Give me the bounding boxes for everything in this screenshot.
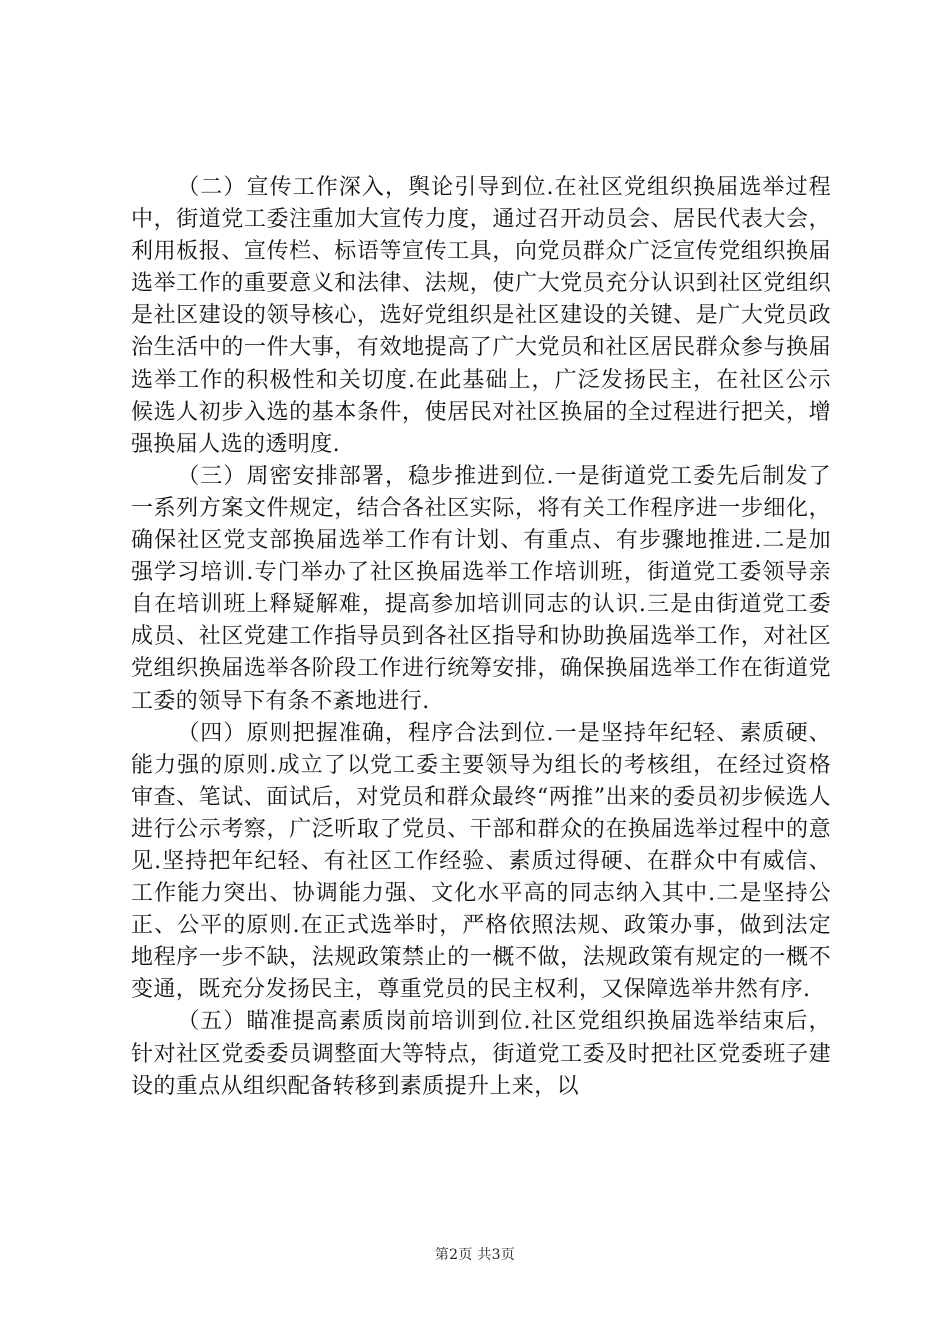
paragraph-training: （五）瞄准提高素质岗前培训到位.社区党组织换届选举结束后，针对社区党委委员调整面大等特点，街道党工委及时把社区党委班子建设的重点从组织配备转移到素质提升上来，以 <box>131 1009 831 1099</box>
page-number-footer: 第2页 共3页 <box>434 1247 516 1263</box>
paragraph-arrangement: （三）周密安排部署，稳步推进到位.一是街道党工委先后制发了一系列方案文件规定，结合各社区实际，将有关工作程序进一步细化，确保社区党支部换届选举工作有计划、有重点、有步骤地推进.二是加强学习培训.专门举办了社区换届选举工作培训班，街道党工委领导亲自在培训班上释疑解难，提高参加培训同志的认识.三是由街道党工委成员、社区党建工作指导员到各社区指导和协助换届选举工作，对社区党组织换届选举各阶段工作进行统筹安排，确保换届选举工作在街道党工委的领导下有条不紊地进行. <box>131 463 831 714</box>
document-body <box>131 172 831 1103</box>
paragraph-principles: （四）原则把握准确，程序合法到位.一是坚持年纪轻、素质硬、能力强的原则.成立了以党工委主要领导为组长的考核组，在经过资格审查、笔试、面试后，对党员和群众最终“两推”出来的委员初步候选人进行公示考察，广泛听取了党员、干部和群众的在换届选举过程中的意见.坚持把年纪轻、有社区工作经验、素质过得硬、在群众中有威信、工作能力突出、协调能力强、文化水平高的同志纳入其中.二是坚持公正、公平的原则.在正式选举时，严格依照法规、政策办事，做到法定地程序一步不缺，法规政策禁止的一概不做，法规政策有规定的一概不变通，既充分发扬民主，尊重党员的民主权利，又保障选举井然有序. <box>131 720 831 1003</box>
paragraph-publicity: （二）宣传工作深入，舆论引导到位.在社区党组织换届选举过程中，街道党工委注重加大宣传力度，通过召开动员会、居民代表大会，利用板报、宣传栏、标语等宣传工具，向党员群众广泛宣传党组织换届选举工作的重要意义和法律、法规，使广大党员充分认识到社区党组织是社区建设的领导核心，选好党组织是社区建设的关键、是广大党员政治生活中的一件大事，有效地提高了广大党员和社区居民群众参与换届选举工作的积极性和关切度.在此基础上，广泛发扬民主，在社区公示候选人初步入选的基本条件，使居民对社区换届的全过程进行把关，增强换届人选的透明度. <box>131 175 831 457</box>
